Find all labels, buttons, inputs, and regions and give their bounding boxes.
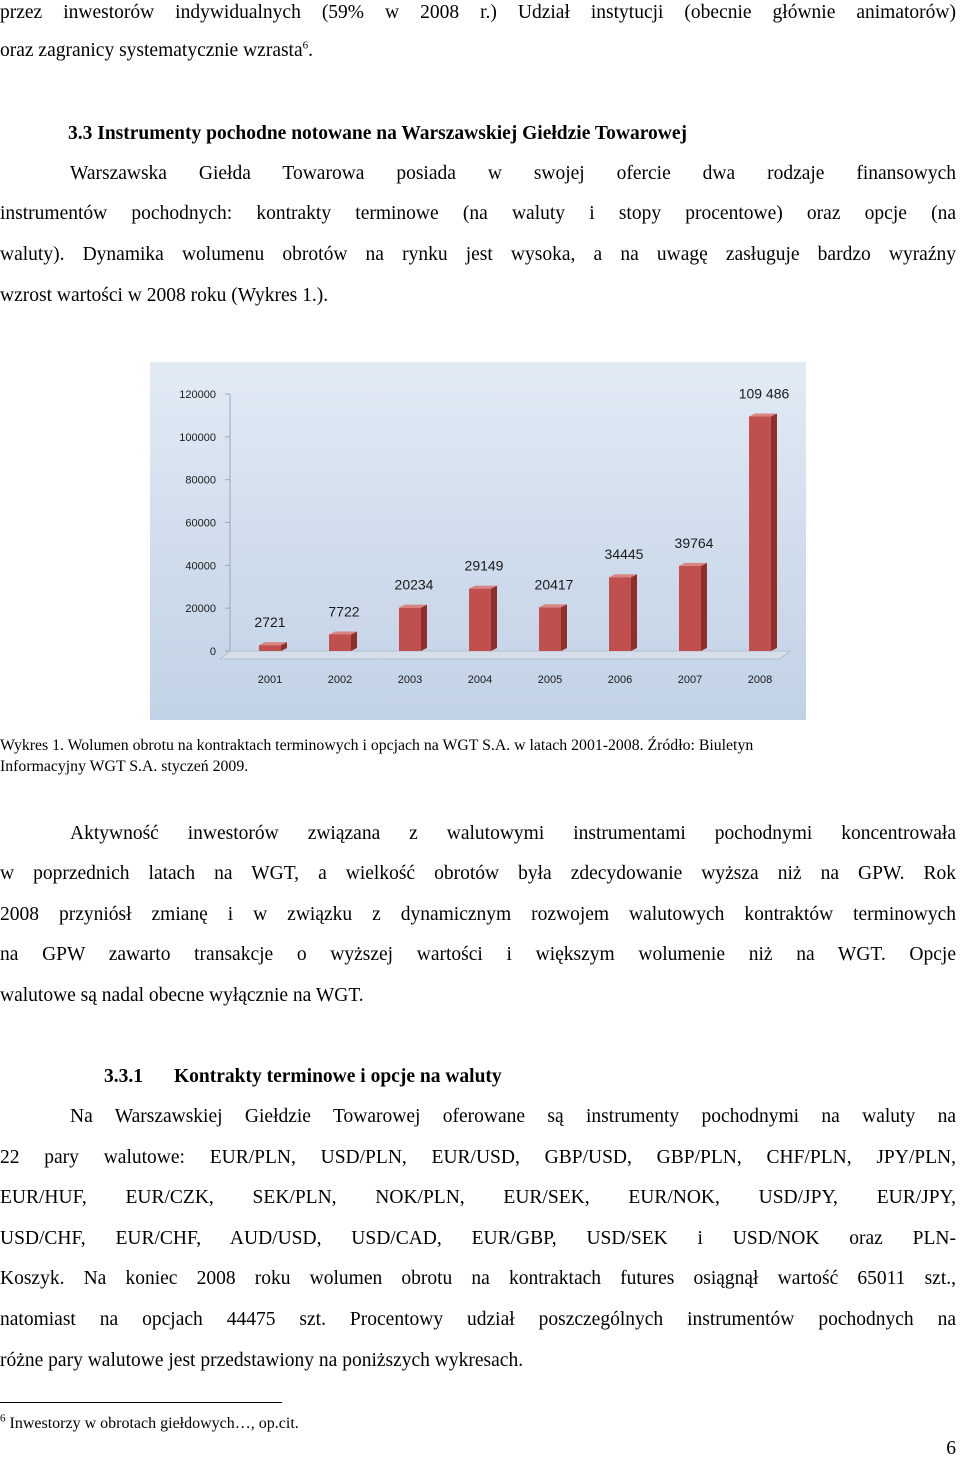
figure-caption-line: Wykres 1. Wolumen obrotu na kontraktach terminowych i opcjach na WGT S.A. w latach 2001-2008. Źródło: Biuletyn bbox=[0, 737, 754, 754]
bar bbox=[749, 417, 771, 651]
paragraph-line: Koszyk. Na koniec 2008 roku wolumen obrotu na kontraktach futures osiągnął wartość 65011 szt., bbox=[0, 1268, 956, 1289]
bar-side bbox=[561, 604, 567, 651]
paragraph-line: waluty). Dynamika wolumenu obrotów na rynku jest wysoka, a na uwagę zasługuje bardzo wyraźny bbox=[0, 244, 956, 265]
data-label: 7722 bbox=[328, 603, 360, 620]
paragraph-line: 22 pary walutowe: EUR/PLN, USD/PLN, EUR/USD, GBP/USD, GBP/PLN, CHF/PLN, JPY/PLN, bbox=[0, 1147, 956, 1168]
x-tick-label: 2005 bbox=[537, 674, 563, 686]
y-tick-label: 60000 bbox=[185, 517, 216, 530]
x-tick-label: 2004 bbox=[467, 674, 493, 686]
text-line bbox=[0, 38, 956, 64]
x-tick-label: 2003 bbox=[397, 674, 423, 686]
bar bbox=[609, 577, 631, 651]
bar-chart bbox=[150, 362, 806, 720]
data-label: 109 486 bbox=[738, 385, 790, 402]
paragraph-line: na GPW zawarto transakcje o wyższej wartości i większym wolumenie niż na WGT. Opcje bbox=[0, 944, 956, 965]
footnote-number: 6 bbox=[0, 1412, 6, 1425]
subsection-title: Kontrakty terminowe i opcje na waluty bbox=[174, 1066, 502, 1087]
paragraph-line: instrumentów pochodnych: kontrakty terminowe (na waluty i stopy procentowe) oraz opcje (na bbox=[0, 203, 956, 224]
x-tick-label: 2006 bbox=[607, 674, 633, 686]
text-span: oraz zagranicy systematycznie wzrasta bbox=[0, 40, 303, 61]
bar-side bbox=[701, 563, 707, 651]
paragraph-line: walutowe są nadal obecne wyłącznie na WGT. bbox=[0, 985, 364, 1006]
bar-side bbox=[631, 574, 637, 651]
data-label: 29149 bbox=[464, 557, 504, 574]
bar-chart-svg bbox=[150, 362, 806, 720]
data-label: 20417 bbox=[534, 576, 574, 593]
paragraph-line: Na Warszawskiej Giełdzie Towarowej oferowane są instrumenty pochodnymi na waluty na bbox=[70, 1106, 956, 1127]
x-tick-label: 2001 bbox=[257, 674, 283, 686]
chart-floor bbox=[220, 651, 790, 659]
paragraph-line: różne pary walutowe jest przedstawiony na poniższych wykresach. bbox=[0, 1350, 524, 1371]
y-tick-label: 20000 bbox=[185, 603, 216, 616]
paragraph-line: wzrost wartości w 2008 roku (Wykres 1.). bbox=[0, 285, 329, 306]
paragraph-line: Warszawska Giełda Towarowa posiada w swojej ofercie dwa rodzaje finansowych bbox=[70, 163, 956, 184]
y-tick-label: 0 bbox=[209, 646, 216, 658]
y-tick-label: 40000 bbox=[185, 560, 216, 573]
page-number: 6 bbox=[946, 1438, 956, 1459]
bar bbox=[399, 608, 421, 651]
section-heading: 3.3 Instrumenty pochodne notowane na Warszawskiej Giełdzie Towarowej bbox=[68, 123, 687, 144]
x-tick-label: 2007 bbox=[677, 674, 703, 686]
paragraph-line: w poprzednich latach na WGT, a wielkość obrotów była zdecydowanie wyższa niż na GPW. Rok bbox=[0, 863, 956, 884]
bar-side bbox=[351, 631, 357, 651]
bar bbox=[469, 589, 491, 651]
bar-side bbox=[491, 586, 497, 651]
bar bbox=[539, 607, 561, 651]
footnote-text: Inwestorzy w obrotach giełdowych…, op.cit. bbox=[9, 1415, 299, 1432]
data-label: 39764 bbox=[674, 534, 714, 551]
figure-caption-line: Informacyjny WGT S.A. styczeń 2009. bbox=[0, 758, 249, 775]
x-tick-label: 2008 bbox=[747, 674, 773, 686]
data-label: 20234 bbox=[394, 576, 434, 593]
y-tick-label: 80000 bbox=[185, 474, 216, 487]
footnote-divider bbox=[0, 1402, 282, 1403]
y-tick-label: 100000 bbox=[179, 431, 216, 444]
paragraph-line: natomiast na opcjach 44475 szt. Procentowy udział poszczególnych instrumentów pochodnych na bbox=[0, 1309, 956, 1330]
data-label: 2721 bbox=[254, 614, 286, 631]
data-label: 34445 bbox=[604, 546, 644, 563]
bar bbox=[329, 634, 351, 651]
paragraph-line: EUR/HUF, EUR/CZK, SEK/PLN, NOK/PLN, EUR/SEK, EUR/NOK, USD/JPY, EUR/JPY, bbox=[0, 1187, 956, 1208]
subsection-number: 3.3.1 bbox=[104, 1066, 143, 1087]
bar-side bbox=[771, 414, 777, 651]
footnote-ref[interactable]: 6 bbox=[302, 39, 309, 52]
paragraph-line: 2008 przyniósł zmianę i w związku z dynamicznym rozwojem walutowych kontraktów terminowych bbox=[0, 904, 956, 925]
paragraph-line: Aktywność inwestorów związana z walutowymi instrumentami pochodnymi koncentrowała bbox=[70, 823, 956, 844]
text-line: przez inwestorów indywidualnych (59% w 2008 r.) Udział instytucji (obecnie głównie animatorów) bbox=[0, 2, 956, 23]
footnote bbox=[0, 1413, 956, 1435]
y-tick-label: 120000 bbox=[179, 389, 216, 401]
bar bbox=[679, 566, 701, 651]
x-tick-label: 2002 bbox=[327, 674, 353, 686]
bar-side bbox=[421, 605, 427, 651]
text-span: . bbox=[308, 40, 314, 61]
bar bbox=[259, 645, 281, 651]
paragraph-line: USD/CHF, EUR/CHF, AUD/USD, USD/CAD, EUR/GBP, USD/SEK i USD/NOK oraz PLN- bbox=[0, 1228, 956, 1249]
